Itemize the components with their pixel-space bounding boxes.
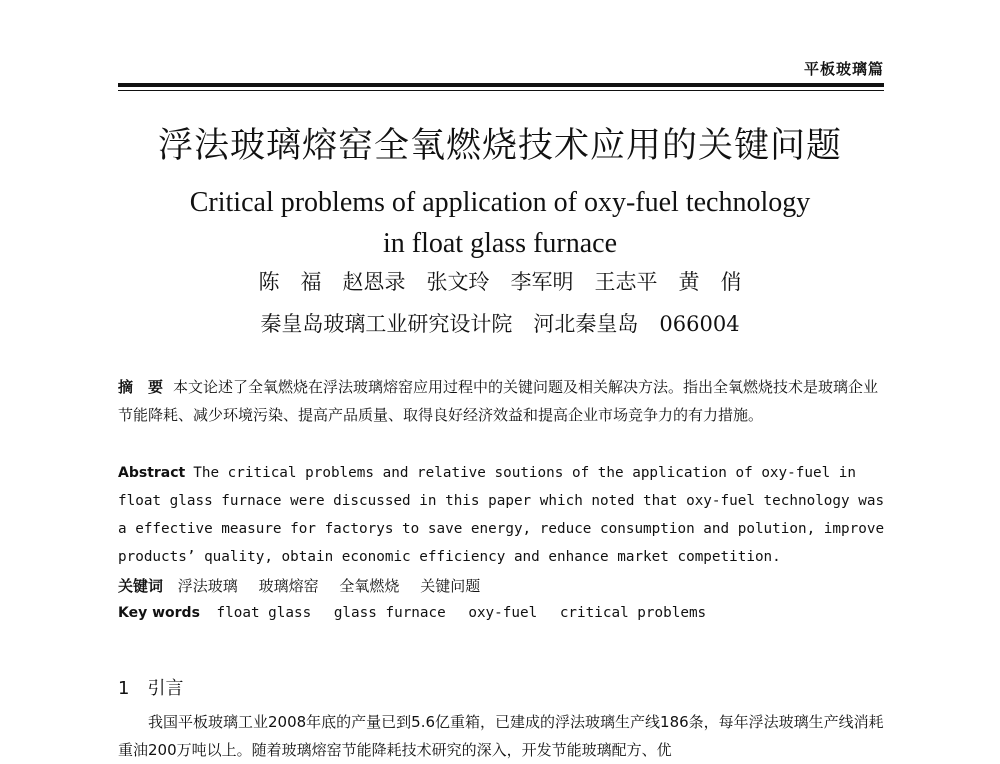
abstract-english-text: The critical problems and relative soutions of the application of oxy-fuel in float glass furnace were discussed in this paper which noted that oxy-fuel technology was a effective measure for factorys to save energy, reduce consumption and polution, improve products’ quality, obtain economic efficiency and enhance market competition. [118, 465, 885, 565]
abstract-english-label: Abstract [118, 465, 186, 481]
keyword-item: glass furnace [333, 605, 446, 621]
header-rule-thick [118, 83, 884, 87]
abstract-chinese-text: 本文论述了全氧燃烧在浮法玻璃熔窑应用过程中的关键问题及相关解决方法。指出全氧燃烧技术是玻璃企业节能降耗、减少环境污染、提高产品质量、取得良好经济效益和提高企业市场竞争力的有力措施。 [118, 378, 879, 424]
title-english-line-2: in float glass furnace [382, 228, 618, 259]
keywords-english [118, 600, 886, 626]
keywords-chinese-label: 关键词 [118, 577, 164, 595]
abstract-english [118, 459, 886, 571]
keyword-item: 关键问题 [420, 577, 481, 595]
abstract-chinese [118, 373, 886, 429]
author-list: 陈 福 赵恩录 张文玲 李军明 王志平 黄 俏 [258, 270, 742, 294]
keyword-item: 玻璃熔窑 [258, 577, 319, 595]
keyword-item: 浮法玻璃 [177, 577, 238, 595]
title-chinese: 浮法玻璃熔窑全氧燃烧技术应用的关键问题 [157, 126, 842, 166]
keywords-english-label: Key words [118, 605, 200, 621]
keyword-item: 全氧燃烧 [339, 577, 400, 595]
body-paragraph: 我国平板玻璃工业2008年底的产量已到5.6亿重箱，已建成的浮法玻璃生产线186条，每年浮法玻璃生产线消耗重油200万吨以上。随着玻璃熔窑节能降耗技术研究的深入，开发节能玻璃配方、优 [118, 713, 884, 759]
keywords-chinese [118, 573, 886, 599]
affiliation: 秦皇岛玻璃工业研究设计院 河北秦皇岛 066004 [260, 312, 740, 336]
keyword-item: float glass [216, 605, 312, 621]
section-heading [118, 674, 183, 700]
section-title: 引言 [147, 678, 184, 699]
section-number: 1 [118, 678, 130, 699]
keyword-item: oxy-fuel [468, 605, 538, 621]
abstract-chinese-label: 摘 要 [118, 378, 164, 396]
header-rule-thin [118, 90, 884, 91]
keyword-item: critical problems [559, 605, 707, 621]
running-head: 平板玻璃篇 [803, 60, 884, 78]
title-english-line-1: Critical problems of application of oxy-fuel technology [189, 187, 811, 218]
title-english [0, 182, 1000, 264]
